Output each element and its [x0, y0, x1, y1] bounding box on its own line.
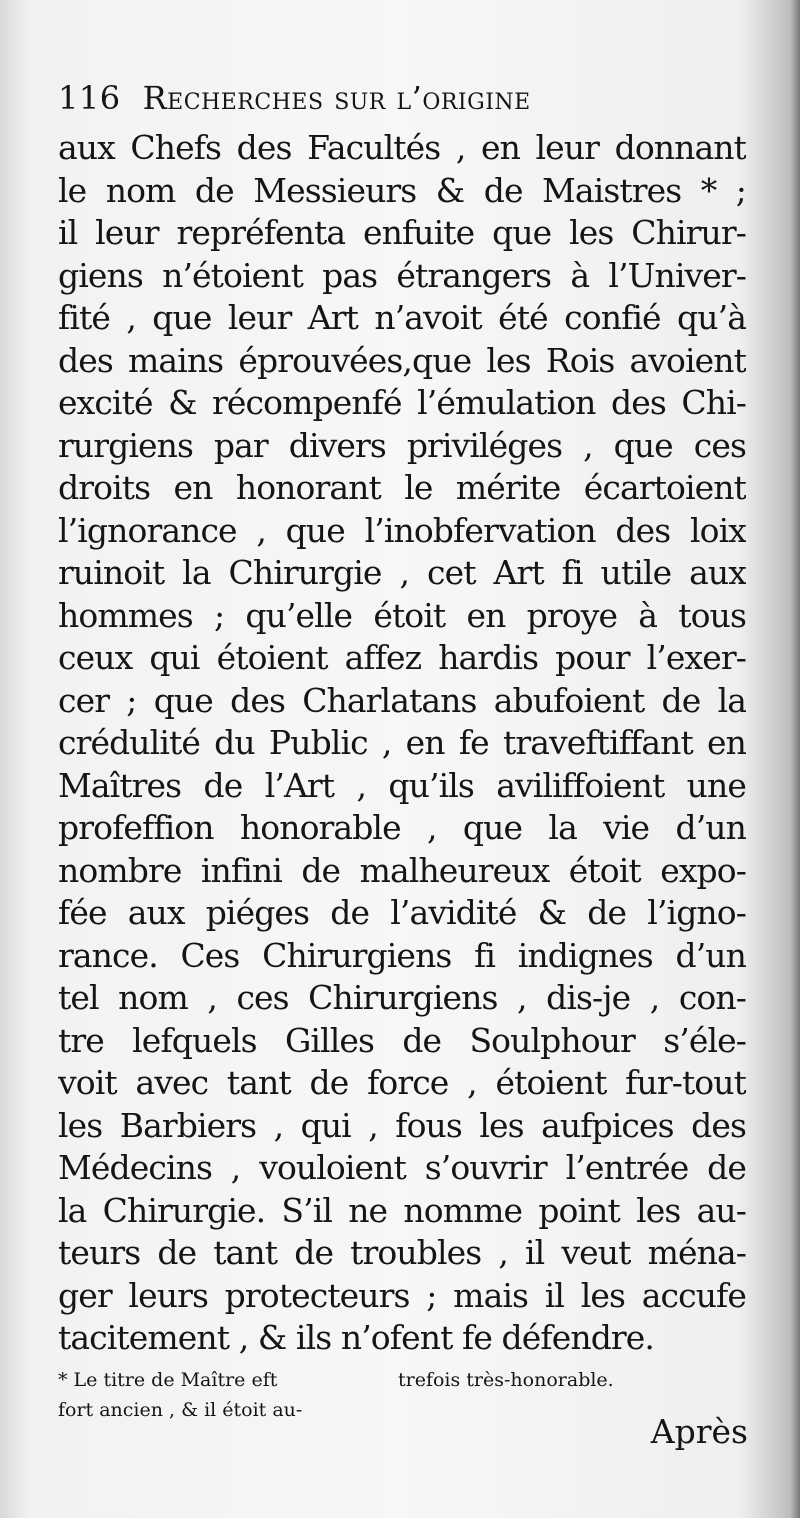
text-line: ceux qui étoient affez hardis pour l’exer-	[58, 638, 746, 677]
running-header	[58, 70, 758, 126]
footnote-line-1: * Le titre de Maître eft	[58, 1369, 278, 1391]
text-line: la Chirurgie. S’il ne nomme point les au-	[58, 1190, 746, 1230]
text-line: cer ; que des Charlatans abufoient de la	[58, 680, 746, 720]
text-line: ruinoit la Chirurgie , cet Art fi utile aux	[58, 553, 746, 592]
text-line: tre lefquels Gilles de Soulphour s’éle-	[58, 1020, 746, 1060]
body-text	[58, 127, 746, 1360]
text-line: aux Chefs des Facultés , en leur donnant	[58, 128, 746, 167]
footnote	[58, 1365, 748, 1425]
text-line: des mains éprouvées,que les Rois avoient	[58, 340, 746, 380]
text-line: Médecins , vouloient s’ouvrir l’entrée de	[58, 1148, 746, 1187]
text-line: teurs de tant de troubles , il veut ména-	[58, 1233, 746, 1272]
text-line: Maîtres de l’Art , qu’ils aviliffoient une	[58, 765, 746, 805]
text-line: rurgiens par divers priviléges , que ces	[58, 425, 746, 465]
text-line: droits en honorant le mérite écartoient	[58, 468, 746, 507]
running-title: Recherches sur l’origine	[142, 79, 531, 117]
text-line: voit avec tant de force , étoient fur-tout	[58, 1063, 746, 1102]
footnote-line-2: fort ancien , & il étoit au-	[58, 1399, 303, 1421]
text-line: tel nom , ces Chirurgiens , dis-je , con-	[58, 978, 746, 1017]
footnote-continuation: trefois très-honorable.	[398, 1369, 614, 1391]
text-line: nombre infini de malheureux étoit expo-	[58, 850, 746, 890]
text-line: ger leurs protecteurs ; mais il les accufe	[58, 1275, 746, 1315]
text-line: fée aux piéges de l’avidité & de l’igno-	[58, 893, 746, 932]
text-line: fité , que leur Art n’avoit été confié qu’à	[58, 298, 746, 337]
text-line: crédulité du Public , en fe traveftiffant en	[58, 723, 746, 762]
text-line: tacitement , & ils n’ofent fe défendre.	[58, 1318, 655, 1357]
page-number: 116	[58, 79, 121, 117]
text-line: le nom de Messieurs & de Maistres * ;	[58, 170, 746, 210]
text-line: giens n’étoient pas étrangers à l’Univer-	[58, 255, 746, 295]
text-line: rance. Ces Chirurgiens fi indignes d’un	[58, 935, 746, 975]
text-line: profeffion honorable , que la vie d’un	[58, 808, 746, 847]
text-line: l’ignorance , que l’inobfervation des loix	[58, 510, 746, 550]
text-line: hommes ; qu’elle étoit en proye à tous	[58, 595, 746, 635]
text-line: les Barbiers , qui , fous les aufpices des	[58, 1105, 746, 1145]
text-line: il leur repréfenta enfuite que les Chirur-	[58, 213, 746, 252]
text-line: excité & récompenfé l’émulation des Chi-	[58, 383, 746, 422]
catchword: Après	[650, 1412, 748, 1451]
